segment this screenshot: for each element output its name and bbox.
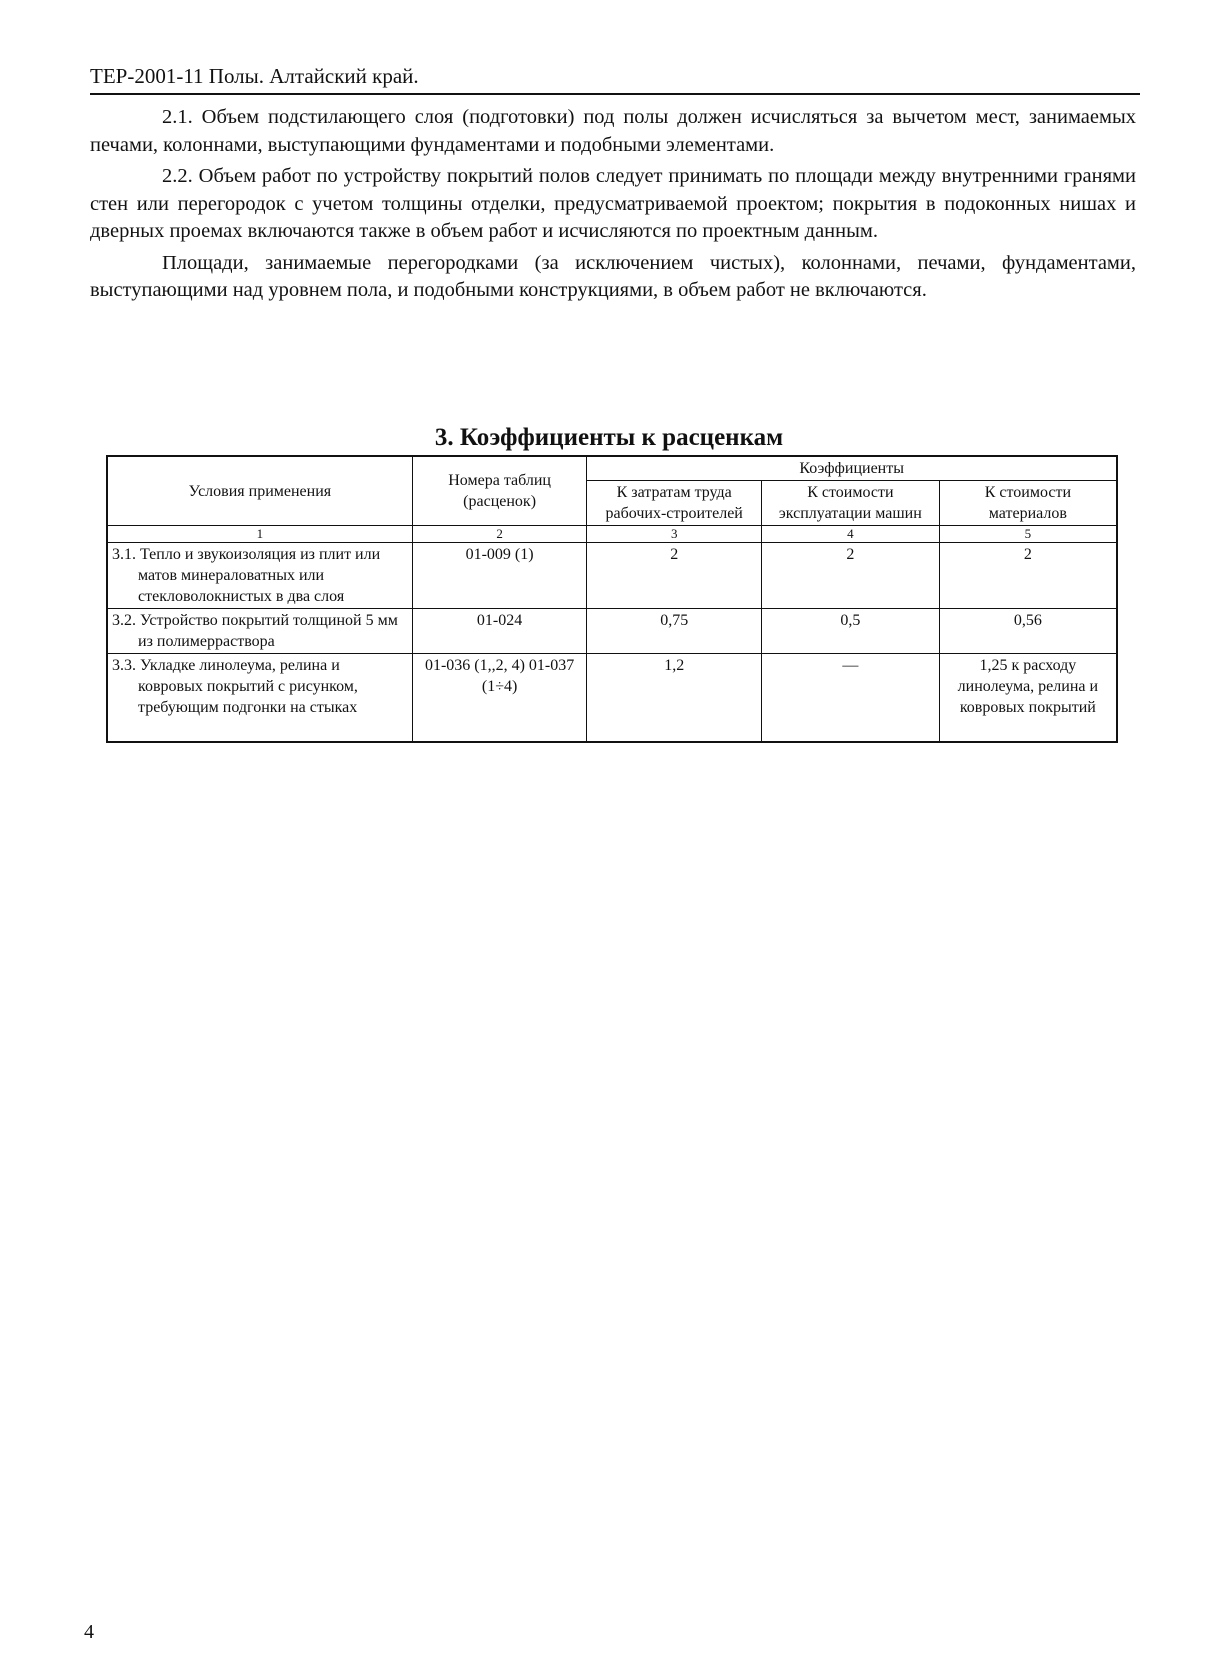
table-row	[107, 654, 1117, 742]
table-row	[107, 609, 1117, 654]
row-labor: 1,2	[587, 654, 762, 742]
row-condition: 3.1. Тепло и звукоизоляция из плит или матов минераловатных или стекловолокнистых в два слоя	[107, 543, 412, 609]
paragraph-2-1: 2.1. Объем подстилающего слоя (подготовки) под полы должен исчисляться за вычетом мест, занимаемых печами, колоннами, выступающими фундаментами и подобными элементами.	[90, 106, 1136, 156]
row-tables: 01-009 (1)	[412, 543, 587, 609]
page-number: 4	[84, 1621, 94, 1643]
document-header: ТЕР-2001-11 Полы. Алтайский край.	[90, 64, 1140, 95]
row-materials: 0,56	[939, 609, 1117, 654]
table-row	[107, 543, 1117, 609]
col-number: 4	[761, 526, 939, 543]
column-number-row	[107, 526, 1117, 543]
col-number: 3	[587, 526, 762, 543]
row-condition: 3.2. Устройство покрытий толщиной 5 мм из полимерраствора	[107, 609, 412, 654]
body-text	[90, 104, 1136, 309]
section-title: 3. Коэффициенты к расценкам	[434, 424, 784, 451]
col-number: 5	[939, 526, 1117, 543]
row-machines: 2	[761, 543, 939, 609]
header-tables: Номера таблиц (расценок)	[412, 456, 587, 526]
header-coefficients: Коэффициенты	[587, 456, 1117, 481]
row-labor: 2	[587, 543, 762, 609]
header-materials: К стоимости материалов	[939, 481, 1117, 526]
paragraph-2-2: 2.2. Объем работ по устройству покрытий полов следует принимать по площади между внутренними гранями стен или перегородок с учетом толщины отделки, предусматриваемой проектом; покрытия в подоконных нишах и дверных проемах включаются также в объем работ и исчисляются по проектным данным.	[90, 165, 1136, 242]
header-machines: К стоимости эксплуатации машин	[761, 481, 939, 526]
row-materials: 2	[939, 543, 1117, 609]
col-number: 2	[412, 526, 587, 543]
header-labor: К затратам труда рабочих-строителей	[587, 481, 762, 526]
coefficients-table	[106, 455, 1118, 743]
row-machines: —	[761, 654, 939, 742]
header-conditions: Условия применения	[107, 456, 412, 526]
row-materials: 1,25 к расходу линолеума, релина и ковровых покрытий	[939, 654, 1117, 742]
paragraph-areas: Площади, занимаемые перегородками (за исключением чистых), колоннами, печами, фундаментами, выступающими над уровнем пола, и подобными конструкциями, в объем работ не включаются.	[90, 251, 1136, 301]
row-tables: 01-024	[412, 609, 587, 654]
row-machines: 0,5	[761, 609, 939, 654]
row-tables: 01-036 (1,,2, 4) 01-037 (1÷4)	[412, 654, 587, 742]
row-condition: 3.3. Укладке линолеума, релина и ковровых покрытий с рисунком, требующим подгонки на стыках	[107, 654, 412, 742]
table-header-row	[107, 456, 1117, 481]
row-labor: 0,75	[587, 609, 762, 654]
col-number: 1	[107, 526, 412, 543]
